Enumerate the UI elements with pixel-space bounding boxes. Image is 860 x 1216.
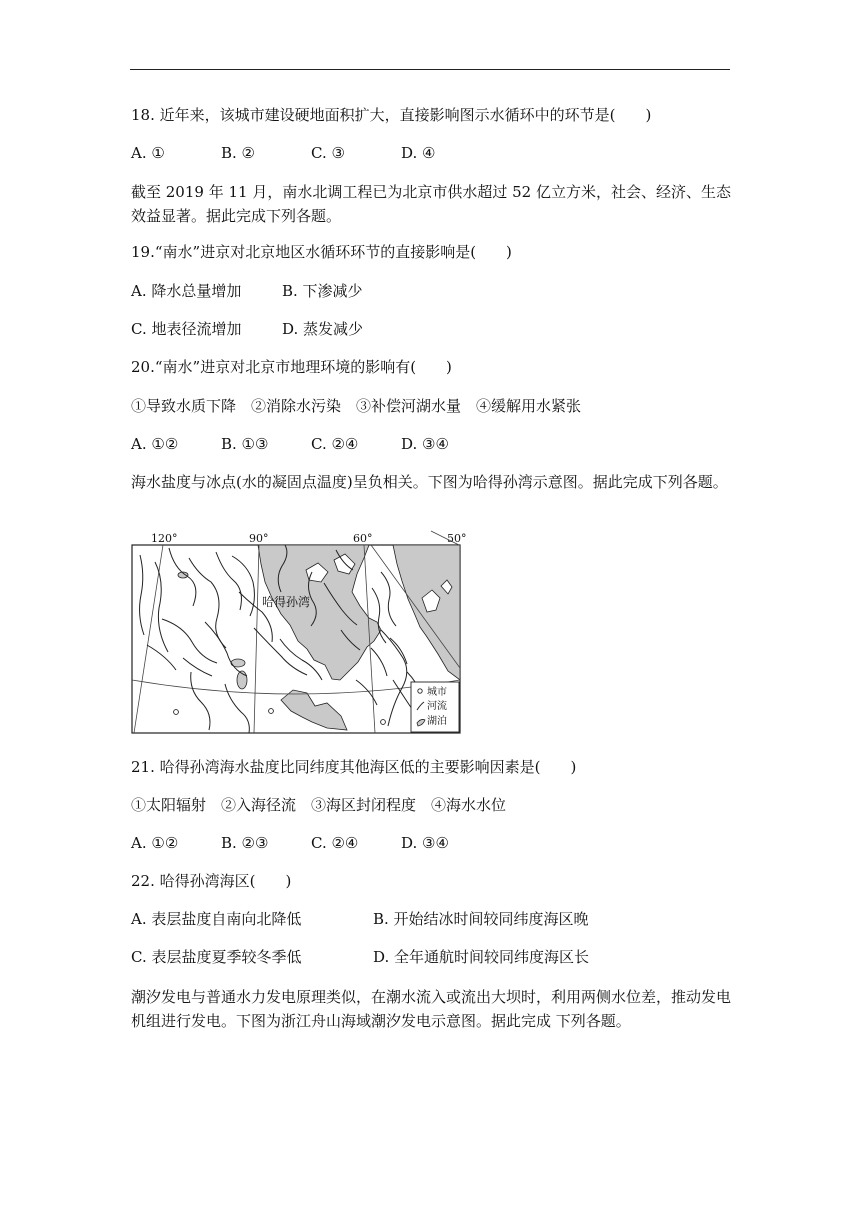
longitude-label-60: 60°: [353, 532, 373, 545]
q18-option-d[interactable]: D. ④: [401, 144, 436, 162]
header-rule: [130, 69, 730, 70]
q20-items: ①导致水质下降 ②消除水污染 ③补偿河湖水量 ④缓解用水紧张: [131, 397, 582, 415]
longitude-label-50: 50°: [447, 532, 467, 545]
q21-items: ①太阳辐射 ②入海径流 ③海区封闭程度 ④海水水位: [131, 796, 507, 814]
q19-option-c[interactable]: C. 地表径流增加: [131, 320, 242, 338]
q20-option-c[interactable]: C. ②④: [311, 435, 359, 453]
q20-stem: 20.“南水”进京对北京市地理环境的影响有( ): [131, 358, 452, 376]
q22-options-row1: [131, 909, 589, 929]
passage-hudson-bay: 海水盐度与冰点(水的凝固点温度)呈负相关。下图为哈得孙湾示意图。据此完成下列各题。: [131, 473, 728, 491]
q21-option-b[interactable]: B. ②③: [221, 834, 269, 852]
q19-stem: 19.“南水”进京对北京地区水循环环节的直接影响是( ): [131, 243, 512, 261]
q21-option-a[interactable]: A. ①②: [131, 834, 179, 852]
q22-options-row2: [131, 947, 589, 967]
q20-options: [131, 434, 449, 454]
q18-options: [131, 143, 435, 163]
q19-option-a[interactable]: A. 降水总量增加: [131, 282, 242, 300]
city-dot: [269, 709, 274, 714]
q19-options-row1: [131, 281, 363, 301]
legend-lake-label: 湖泊: [427, 716, 447, 727]
q20-option-a[interactable]: A. ①②: [131, 435, 179, 453]
q21-stem: 21. 哈得孙湾海水盐度比同纬度其他海区低的主要影响因素是( ): [131, 758, 577, 776]
q22-stem: 22. 哈得孙湾海区( ): [131, 872, 292, 890]
q22-option-a[interactable]: A. 表层盐度自南向北降低: [131, 910, 302, 928]
q22-option-c[interactable]: C. 表层盐度夏季较冬季低: [131, 948, 302, 966]
q22-option-b[interactable]: B. 开始结冰时间较同纬度海区晚: [373, 910, 589, 928]
legend-city-icon: [418, 689, 422, 693]
q19-options-row2: [131, 319, 363, 339]
q18-option-c[interactable]: C. ③: [311, 144, 345, 162]
q20-option-d[interactable]: D. ③④: [401, 435, 449, 453]
q20-option-b[interactable]: B. ①③: [221, 435, 269, 453]
legend-river-label: 河流: [427, 701, 447, 712]
q18-option-b[interactable]: B. ②: [221, 144, 256, 162]
q18-option-a[interactable]: A. ①: [131, 144, 165, 162]
longitude-label-90: 90°: [249, 532, 269, 545]
q19-option-d[interactable]: D. 蒸发减少: [282, 320, 364, 338]
longitude-label-120: 120°: [151, 532, 178, 545]
q22-option-d[interactable]: D. 全年通航时间较同纬度海区长: [373, 948, 590, 966]
legend-city-label: 城市: [427, 687, 447, 698]
q19-option-b[interactable]: B. 下渗减少: [282, 282, 363, 300]
q21-options: [131, 833, 449, 853]
q21-option-d[interactable]: D. ③④: [401, 834, 449, 852]
q18-stem: 18. 近年来，该城市建设硬地面积扩大，直接影响图示水循环中的环节是( ): [131, 106, 652, 124]
hudson-bay-map: [131, 530, 467, 735]
city-dot: [174, 710, 179, 715]
passage-tidal-power: 潮汐发电与普通水力发电原理类似，在潮水流入或流出大坝时，利用两侧水位差，推动发电机组进行发电。下图为浙江舟山海域潮汐发电示意图。据此完成 下列各题。: [131, 988, 732, 1030]
passage-south-north-water: 截至 2019 年 11 月，南水北调工程已为北京市供水超过 52 亿立方米，社会、经济、生态效益显著。据此完成下列各题。: [131, 183, 731, 225]
hudson-bay-label: 哈得孙湾: [262, 595, 311, 609]
city-dot: [381, 720, 386, 725]
q21-option-c[interactable]: C. ②④: [311, 834, 359, 852]
